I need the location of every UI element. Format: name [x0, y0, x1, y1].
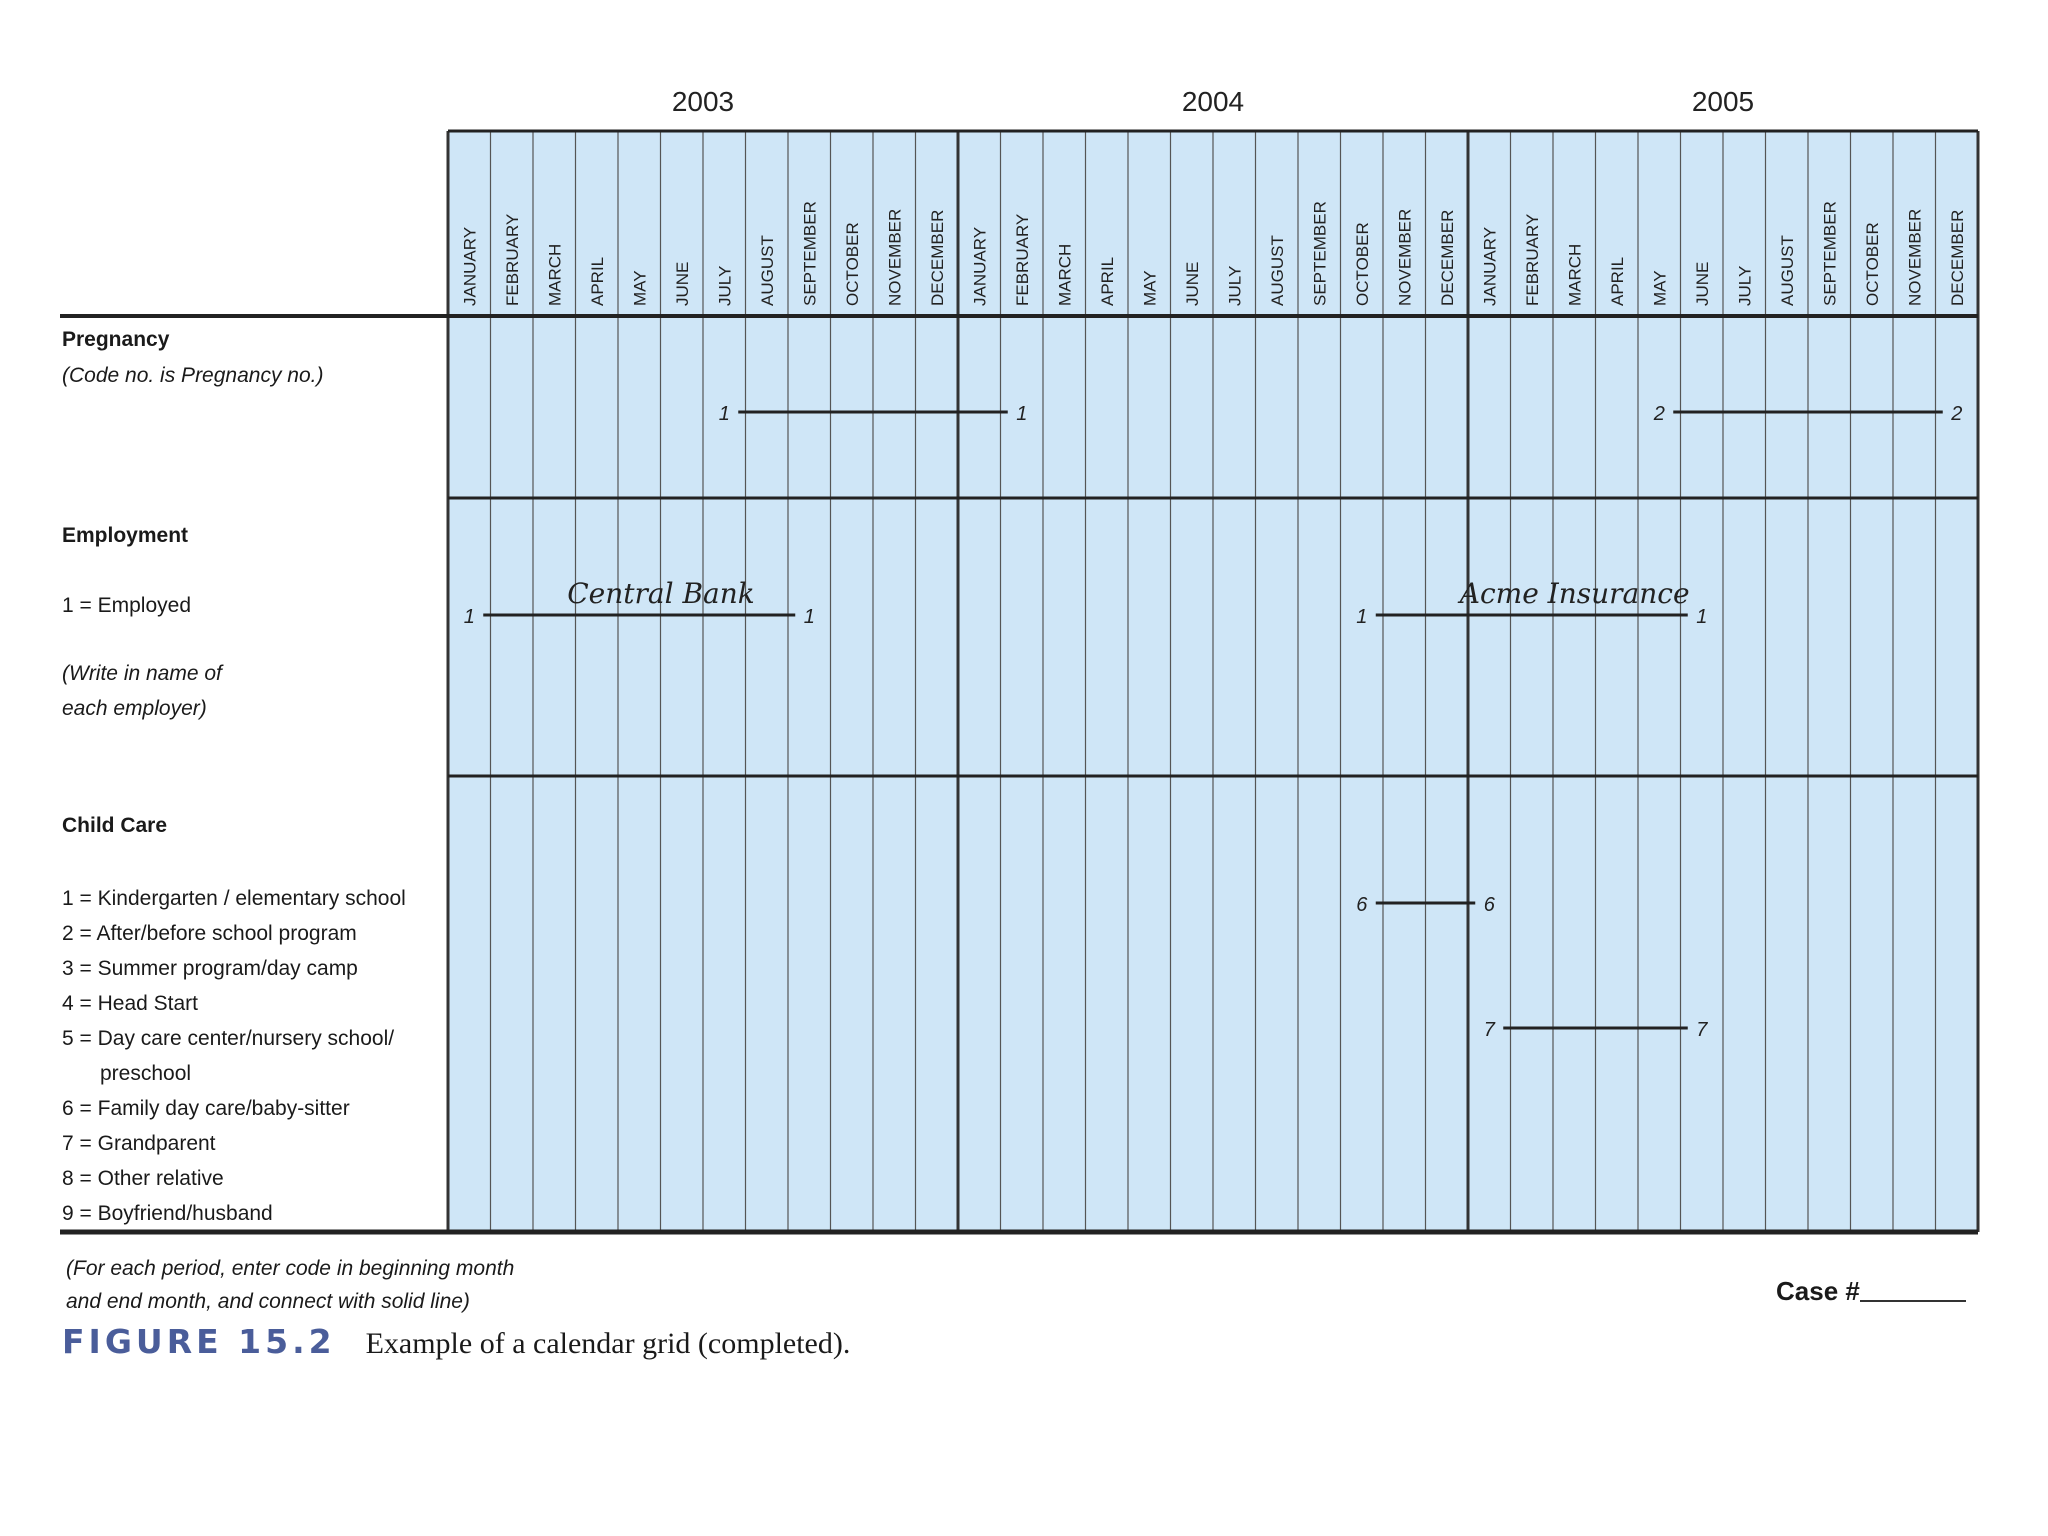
footnote-line2: and end month, and connect with solid line) [66, 1290, 470, 1313]
month-label: AUGUST [1267, 235, 1287, 306]
month-label: FEBRUARY [1012, 213, 1032, 306]
pregnancy-end-code: 2 [1951, 403, 1963, 425]
child-care-code: 7 = Grandparent [62, 1132, 216, 1155]
month-label: JUNE [672, 261, 692, 306]
month-label: MAY [630, 270, 650, 306]
month-label: MARCH [1565, 243, 1585, 306]
employment-code: 1 = Employed [62, 594, 191, 617]
month-label: DECEMBER [1947, 209, 1967, 306]
month-label: JUNE [1182, 261, 1202, 306]
month-label: NOVEMBER [1395, 208, 1415, 306]
year-label: 2005 [1691, 86, 1755, 117]
month-label: SEPTEMBER [1820, 201, 1840, 306]
month-label: NOVEMBER [885, 208, 905, 306]
child-care-code: 8 = Other relative [62, 1167, 224, 1190]
month-label: APRIL [1607, 256, 1627, 306]
pregnancy-start-code: 1 [718, 403, 730, 425]
footnote [66, 1252, 514, 1318]
pregnancy-end-code: 1 [1016, 403, 1028, 425]
month-label: MARCH [545, 243, 565, 306]
employment-end-code: 1 [803, 606, 815, 628]
child-care-code: 6 = Family day care/baby-sitter [62, 1097, 350, 1120]
child-care-code: 3 = Summer program/day camp [62, 957, 358, 980]
child-care-code: 1 = Kindergarten / elementary school [62, 887, 406, 910]
employer-name: Central Bank [567, 577, 755, 610]
month-label: AUGUST [757, 235, 777, 306]
child-care-code-list [62, 881, 406, 1231]
case-number-label: Case # [1776, 1276, 1860, 1306]
pregnancy-start-code: 2 [1653, 403, 1665, 425]
month-label: MAY [1650, 270, 1670, 306]
month-label: FEBRUARY [502, 213, 522, 306]
employment-title: Employment [62, 524, 189, 547]
employment-end-code: 1 [1696, 606, 1708, 628]
figure-number: FIGURE 15.2 [62, 1322, 336, 1361]
child-care-end-code: 7 [1696, 1019, 1708, 1041]
month-label: SEPTEMBER [800, 201, 820, 306]
employment-start-code: 1 [463, 606, 475, 628]
employer-name: Acme Insurance [1459, 577, 1690, 610]
case-number-field [1776, 1276, 1966, 1307]
child-care-code: 2 = After/before school program [62, 922, 357, 945]
month-label: OCTOBER [1862, 222, 1882, 306]
child-care-code: 5 = Day care center/nursery school/ [62, 1027, 395, 1050]
employment-note-line2: each employer) [62, 697, 207, 720]
month-label: JANUARY [1480, 226, 1500, 306]
month-label: APRIL [1097, 256, 1117, 306]
pregnancy-title: Pregnancy [62, 328, 170, 351]
child-care-start-code: 7 [1483, 1019, 1495, 1041]
year-label: 2003 [671, 86, 735, 117]
month-label: DECEMBER [1437, 209, 1457, 306]
month-label: AUGUST [1777, 235, 1797, 306]
month-label: DECEMBER [927, 209, 947, 306]
employment-note-line1: (Write in name of [62, 662, 222, 685]
child-care-code: 4 = Head Start [62, 992, 198, 1015]
month-label: NOVEMBER [1905, 208, 1925, 306]
month-label: JULY [1735, 265, 1755, 306]
child-care-code-continuation: preschool [100, 1062, 192, 1085]
month-label: JANUARY [970, 226, 990, 306]
month-label: JUNE [1692, 261, 1712, 306]
month-label: OCTOBER [842, 222, 862, 306]
month-label: APRIL [587, 256, 607, 306]
figure-caption [62, 1322, 850, 1361]
pregnancy-note: (Code no. is Pregnancy no.) [62, 364, 324, 387]
month-label: FEBRUARY [1522, 213, 1542, 306]
footnote-line1: (For each period, enter code in beginning month [66, 1257, 515, 1280]
child-care-title: Child Care [62, 814, 168, 837]
child-care-code: 9 = Boyfriend/husband [62, 1202, 273, 1225]
month-label: JULY [1225, 265, 1245, 306]
month-label: JANUARY [460, 226, 480, 306]
employment-start-code: 1 [1356, 606, 1368, 628]
month-label: SEPTEMBER [1310, 201, 1330, 306]
month-label: MAY [1140, 270, 1160, 306]
child-care-end-code: 6 [1483, 894, 1495, 916]
case-number-blank [1860, 1300, 1966, 1302]
month-label: MARCH [1055, 243, 1075, 306]
year-label: 2004 [1181, 86, 1245, 117]
month-label: OCTOBER [1352, 222, 1372, 306]
month-label: JULY [715, 265, 735, 306]
figure-caption-text: Example of a calendar grid (completed). [365, 1327, 851, 1360]
child-care-start-code: 6 [1356, 894, 1368, 916]
